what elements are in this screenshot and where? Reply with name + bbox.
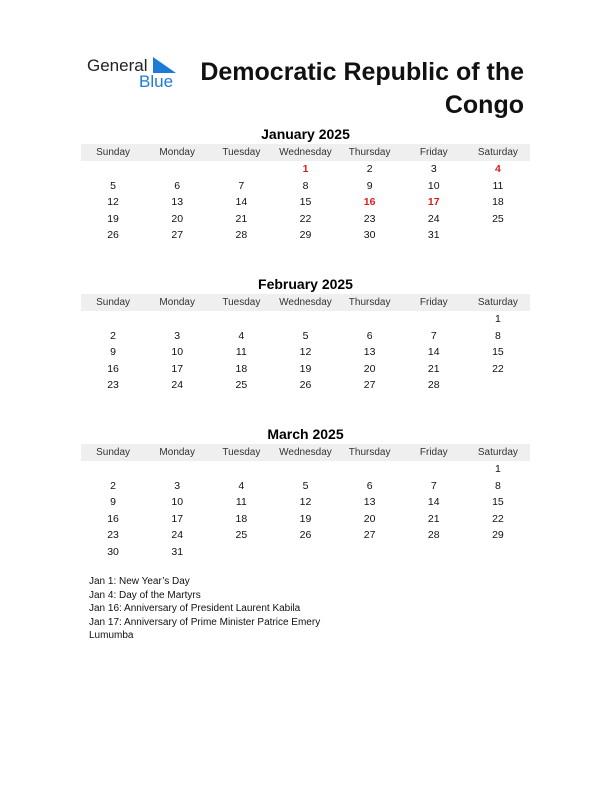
weekday-label: Monday <box>159 297 195 308</box>
date-cell: 6 <box>174 179 181 192</box>
date-cell <box>209 544 273 561</box>
date-cell: 23 <box>363 212 376 225</box>
date-cell <box>209 161 273 178</box>
weekday-label: Sunday <box>96 147 131 158</box>
date-cell: 5 <box>302 329 309 342</box>
date-cell: 8 <box>494 479 501 492</box>
weekday-header-row <box>81 444 530 461</box>
weekday-label: Thursday <box>348 447 391 458</box>
date-cell: 26 <box>107 229 119 242</box>
weekday-label: Saturday <box>477 447 518 458</box>
date-cell <box>338 544 402 561</box>
date-cell <box>145 161 209 178</box>
weekday-label: Thursday <box>348 297 391 308</box>
date-cell <box>338 461 402 478</box>
date-cell: 9 <box>110 346 116 359</box>
month-march <box>81 425 530 561</box>
date-cell: 31 <box>427 229 440 242</box>
date-cell: 12 <box>299 346 312 359</box>
date-cell <box>209 311 273 328</box>
date-cell: 11 <box>235 346 247 359</box>
weekday-label: Tuesday <box>222 147 261 158</box>
date-cell: 18 <box>235 362 248 375</box>
holiday-note: Jan 1: New Year’s Day <box>89 576 190 587</box>
date-cell: 9 <box>110 496 116 509</box>
date-cell: 6 <box>366 479 373 492</box>
date-cell: 10 <box>427 179 440 192</box>
week-row <box>81 194 530 211</box>
week-row <box>81 227 530 244</box>
date-cell: 29 <box>299 229 312 242</box>
weekday-header-row <box>81 144 530 161</box>
date-cell: 16 <box>107 512 119 525</box>
date-cell <box>466 227 530 244</box>
date-cell <box>145 461 209 478</box>
week-row <box>81 178 530 195</box>
date-cell <box>402 461 466 478</box>
date-cell: 27 <box>363 529 376 542</box>
date-cell: 19 <box>107 212 119 225</box>
week-row <box>81 211 530 228</box>
date-cell: 2 <box>110 479 116 492</box>
date-cell <box>466 544 530 561</box>
date-cell: 14 <box>235 196 248 209</box>
date-cell: 21 <box>235 212 248 225</box>
date-cell: 20 <box>363 512 376 525</box>
date-cell <box>273 544 337 561</box>
date-cell: 15 <box>492 346 504 359</box>
date-cell <box>145 311 209 328</box>
weekday-header-row <box>81 294 530 311</box>
date-cell: 8 <box>494 329 501 342</box>
month-february <box>81 275 530 394</box>
weekday-label: Wednesday <box>279 447 332 458</box>
page-title: Democratic Republic of the Congo <box>200 58 524 119</box>
date-cell: 7 <box>238 179 245 192</box>
date-cell: 3 <box>174 329 181 342</box>
week-row <box>81 461 530 478</box>
holiday-date-cell: 4 <box>494 163 501 175</box>
date-cell: 19 <box>299 362 312 375</box>
date-cell: 13 <box>363 496 376 509</box>
week-row <box>81 544 530 561</box>
date-cell: 12 <box>299 496 312 509</box>
date-cell: 3 <box>174 479 181 492</box>
date-cell: 14 <box>427 496 440 509</box>
date-cell: 16 <box>107 362 119 375</box>
week-row <box>81 494 530 511</box>
date-cell: 31 <box>171 545 184 558</box>
date-cell: 22 <box>492 512 504 525</box>
week-row <box>81 527 530 544</box>
date-cell: 1 <box>494 463 501 475</box>
date-cell <box>466 377 530 394</box>
date-cell: 18 <box>235 512 248 525</box>
date-cell: 2 <box>110 329 116 342</box>
date-cell: 5 <box>110 179 116 192</box>
date-cell: 24 <box>171 529 184 542</box>
date-cell: 27 <box>171 229 184 242</box>
date-cell: 26 <box>299 379 312 392</box>
date-cell: 24 <box>171 379 184 392</box>
weekday-label: Thursday <box>348 147 391 158</box>
date-cell: 10 <box>171 346 184 359</box>
date-cell: 13 <box>171 196 184 209</box>
date-cell: 12 <box>107 196 119 209</box>
logo-blue-text: Blue <box>139 72 174 91</box>
date-cell <box>402 544 466 561</box>
date-cell: 30 <box>363 229 376 242</box>
date-cell: 27 <box>363 379 376 392</box>
date-cell <box>402 311 466 328</box>
week-row <box>81 377 530 394</box>
holiday-note: Jan 4: Day of the Martyrs <box>89 589 201 601</box>
week-row <box>81 328 530 345</box>
week-row <box>81 161 530 178</box>
date-cell: 22 <box>492 362 504 375</box>
date-cell: 6 <box>366 329 373 342</box>
date-cell: 14 <box>427 346 440 359</box>
date-cell <box>338 311 402 328</box>
weekday-label: Sunday <box>96 297 131 308</box>
month-title: March 2025 <box>267 426 344 442</box>
month-title: February 2025 <box>258 276 353 292</box>
month-title: January 2025 <box>261 126 350 142</box>
holiday-date-cell: 1 <box>302 163 309 175</box>
holiday-note: Jan 16: Anniversary of President Laurent Kabila <box>89 603 301 615</box>
logo-general-text: General <box>87 56 148 75</box>
date-cell <box>209 461 273 478</box>
date-cell <box>273 461 337 478</box>
weekday-label: Sunday <box>96 447 131 458</box>
date-cell: 4 <box>238 329 245 342</box>
date-cell: 22 <box>299 212 312 225</box>
holiday-notes <box>89 575 349 643</box>
weekday-label: Friday <box>419 447 448 458</box>
date-cell: 28 <box>235 229 248 242</box>
month-january <box>81 125 530 244</box>
date-cell <box>273 311 337 328</box>
date-cell: 20 <box>171 212 184 225</box>
date-cell: 19 <box>299 512 312 525</box>
date-cell: 28 <box>427 529 440 542</box>
weekday-label: Saturday <box>477 297 518 308</box>
date-cell: 1 <box>494 313 501 325</box>
date-cell: 30 <box>107 545 119 558</box>
holiday-date-cell: 17 <box>427 196 440 209</box>
date-cell: 23 <box>107 529 119 542</box>
date-cell: 2 <box>366 163 373 175</box>
date-cell <box>81 161 145 178</box>
date-cell: 10 <box>171 496 184 509</box>
date-cell <box>81 311 145 328</box>
week-row <box>81 344 530 361</box>
weekday-label: Tuesday <box>222 447 261 458</box>
week-row <box>81 361 530 378</box>
date-cell: 5 <box>302 479 309 492</box>
date-cell: 4 <box>238 479 245 492</box>
weekday-label: Monday <box>159 447 195 458</box>
date-cell: 18 <box>492 196 504 209</box>
date-cell: 21 <box>427 362 440 375</box>
date-cell: 23 <box>107 379 119 392</box>
date-cell: 21 <box>427 512 440 525</box>
date-cell: 29 <box>492 529 504 542</box>
date-cell: 15 <box>492 496 504 509</box>
weekday-label: Monday <box>159 147 195 158</box>
date-cell: 17 <box>171 362 184 375</box>
weekday-label: Saturday <box>477 147 518 158</box>
date-cell: 17 <box>171 512 184 525</box>
date-cell: 24 <box>427 212 440 225</box>
weekday-label: Friday <box>419 147 448 158</box>
date-cell: 13 <box>363 346 376 359</box>
date-cell: 25 <box>235 379 248 392</box>
holiday-note: Jan 17: Anniversary of Prime Minister Patrice Emery Lumumba <box>89 616 321 642</box>
week-row <box>81 478 530 495</box>
date-cell: 15 <box>299 196 312 209</box>
week-row <box>81 511 530 528</box>
date-cell: 26 <box>299 529 312 542</box>
date-cell: 9 <box>366 179 373 192</box>
weekday-label: Friday <box>419 297 448 308</box>
date-cell <box>81 461 145 478</box>
weekday-label: Tuesday <box>222 297 261 308</box>
date-cell: 11 <box>235 496 247 509</box>
date-cell: 11 <box>492 179 504 192</box>
date-cell: 8 <box>302 179 309 192</box>
date-cell: 20 <box>363 362 376 375</box>
weekday-label: Wednesday <box>279 147 332 158</box>
date-cell: 28 <box>427 379 440 392</box>
date-cell: 7 <box>430 479 437 492</box>
week-row <box>81 311 530 328</box>
date-cell: 25 <box>492 212 504 225</box>
weekday-label: Wednesday <box>279 297 332 308</box>
date-cell: 25 <box>235 529 248 542</box>
date-cell: 7 <box>430 329 437 342</box>
date-cell: 3 <box>430 163 437 175</box>
holiday-date-cell: 16 <box>363 196 376 209</box>
